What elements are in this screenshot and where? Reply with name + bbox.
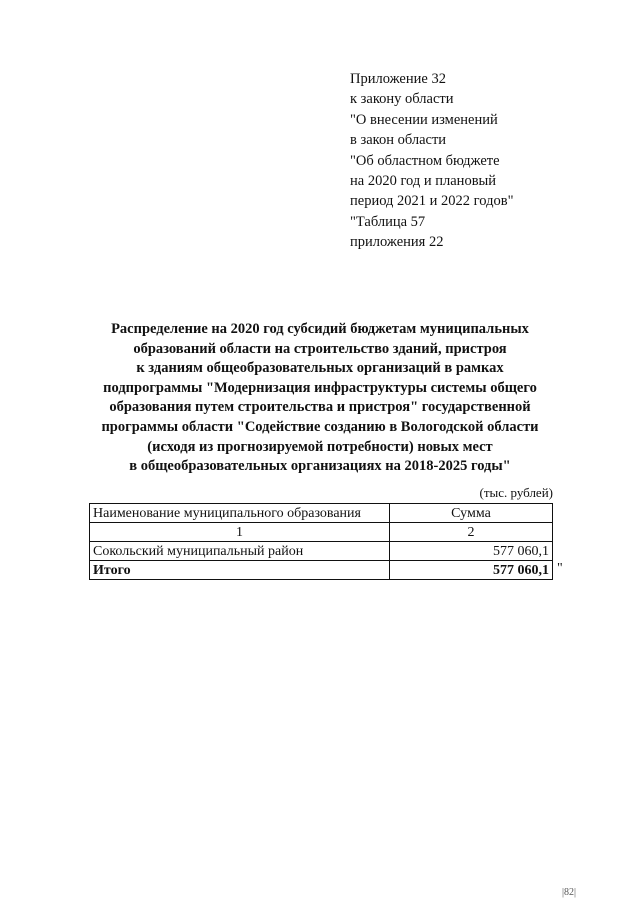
title-line: подпрограммы "Модернизация инфраструктуры системы общего (103, 379, 537, 396)
appendix-line: в закон области (350, 132, 447, 149)
appendix-line: к закону области (350, 91, 454, 108)
header-name-cell: Наименование муниципального образования (90, 504, 390, 523)
appendix-line: "О внесении изменений (350, 111, 498, 128)
appendix-line: приложения 22 (350, 234, 444, 251)
title-line: образования путем строительства и пристроя" государственной (109, 399, 531, 416)
appendix-line: "Об областном бюджете (350, 152, 500, 169)
column-number-row (90, 523, 553, 542)
units-label: (тыс. рублей) (479, 485, 553, 500)
total-label-cell: Итого (90, 561, 390, 580)
municipality-name-cell: Сокольский муниципальный район (90, 542, 390, 561)
appendix-line: "Таблица 57 (350, 213, 426, 230)
title-line: к зданиям общеобразовательных организаций в рамках (136, 360, 504, 377)
closing-quote: " (557, 561, 563, 576)
sum-cell: 577 060,1 (390, 542, 553, 561)
page-number-mark: |82| (562, 887, 577, 898)
title-line: образований области на строительство зданий, пристроя (133, 340, 507, 357)
table-row (90, 542, 553, 561)
table-header-row (90, 504, 553, 523)
column-number-cell: 1 (90, 523, 390, 542)
appendix-line: период 2021 и 2022 годов" (350, 193, 514, 210)
title-line: программы области "Содействие созданию в Вологодской области (101, 418, 539, 435)
total-row (90, 561, 553, 580)
document-title (70, 320, 570, 477)
appendix-line: на 2020 год и плановый (350, 173, 497, 190)
appendix-header (350, 69, 610, 253)
title-line: Распределение на 2020 год субсидий бюджетам муниципальных (111, 321, 529, 337)
total-sum-cell: 577 060,1 (390, 561, 553, 580)
header-sum-cell: Сумма (390, 504, 553, 523)
distribution-table (89, 503, 553, 580)
title-line: (исходя из прогнозируемой потребности) новых мест (147, 438, 493, 455)
appendix-line: Приложение 32 (350, 71, 446, 87)
title-line: в общеобразовательных организациях на 2018-2025 годы" (129, 458, 511, 475)
column-number-cell: 2 (390, 523, 553, 542)
